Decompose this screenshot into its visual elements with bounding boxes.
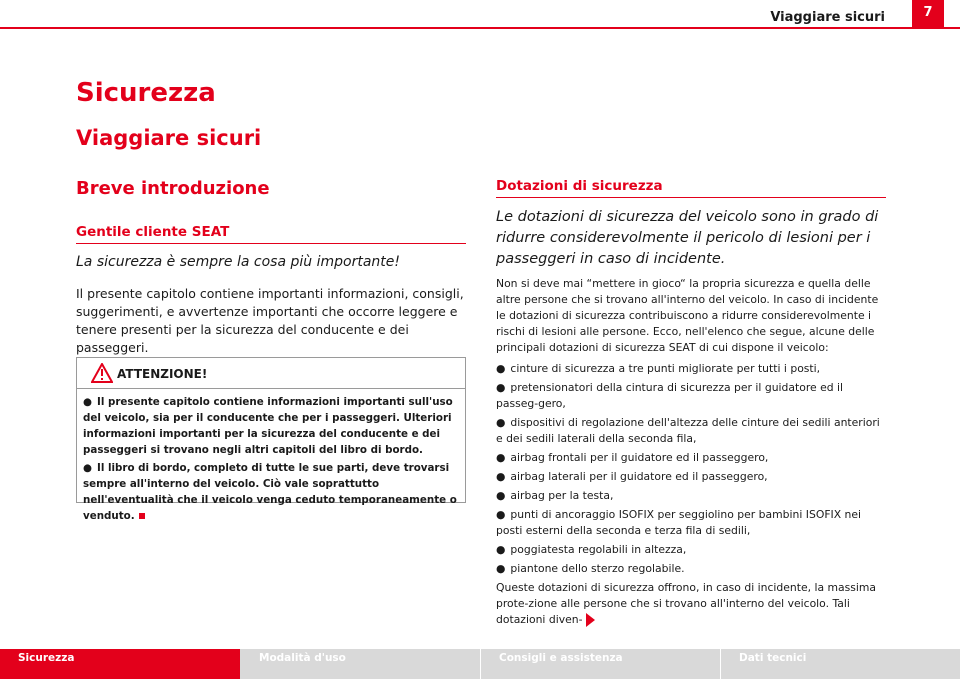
list-item: ● airbag frontali per il guidatore ed il passeggero,	[496, 451, 769, 464]
bullet-icon: ●	[496, 362, 506, 375]
bullet-icon: ●	[496, 508, 506, 521]
footer-tab-dati-tecnici[interactable]: Dati tecnici	[739, 652, 807, 664]
chapter-title: Sicurezza	[76, 78, 216, 108]
bullet-icon: ●	[83, 462, 92, 474]
list-item: ● dispositivi di regolazione dell'altezza delle cinture dei sedili anteriori e dei sedili laterali della seconda fila,	[496, 416, 880, 445]
bullet-icon: ●	[496, 543, 506, 556]
continue-arrow-icon[interactable]	[586, 613, 595, 627]
right-body	[496, 276, 888, 628]
right-intro-text: Non si deve mai “mettere in gioco“ la propria sicurezza e quella delle altre persone che si trovano all'interno del veicolo. In caso di incidente le dotazioni di sicurezza contribuiscono a ridurre considerevolmente i rischi di lesioni alle persone. Ecco, nell'elenco che segue, alcune delle principali dotazioni di sicurezza SEAT di cui dispone il veicolo:	[496, 277, 879, 354]
page-number: 7	[912, 0, 944, 29]
list-item: ● punti di ancoraggio ISOFIX per seggiolino per bambini ISOFIX nei posti esterni della seconda e terza fila di sedili,	[496, 508, 862, 537]
list-item: ● poggiatesta regolabili in altezza,	[496, 543, 687, 556]
bullet-icon: ●	[83, 396, 92, 408]
header-rule	[0, 27, 960, 29]
bullet-icon: ●	[496, 381, 506, 394]
bullet-icon: ●	[496, 489, 506, 502]
section-title: Viaggiare sicuri	[76, 126, 262, 150]
footer-tab-sicurezza[interactable]: Sicurezza	[0, 649, 240, 679]
safety-equipment-list	[496, 361, 888, 577]
list-item: ● pretensionatori della cintura di sicurezza per il guidatore ed il passeg-gero,	[496, 381, 844, 410]
left-lead-text: La sicurezza è sempre la cosa più importante!	[76, 254, 400, 270]
header-title: Viaggiare sicuri	[770, 10, 885, 25]
subsection-title: Breve introduzione	[76, 178, 270, 199]
warning-title: ATTENZIONE!	[117, 367, 208, 381]
footer-tab-modalita-uso[interactable]: Modalità d'uso	[259, 652, 346, 664]
bullet-icon: ●	[496, 451, 506, 464]
list-item: ● cinture di sicurezza a tre punti migliorate per tutti i posti,	[496, 362, 821, 375]
footer-tab-consigli-assistenza[interactable]: Consigli e assistenza	[499, 652, 623, 664]
list-item: ● airbag per la testa,	[496, 489, 614, 502]
warning-item: ● Il presente capitolo contiene informazioni importanti sull'uso del veicolo, sia per il conducente che per i passeggeri. Ulteriori informazioni importanti per la sicurezza del conducente e dei passeggeri si trovano negli altri capitoli del libro di bordo.	[83, 396, 453, 456]
footer-nav	[0, 649, 960, 679]
right-outro-text: Queste dotazioni di sicurezza offrono, in caso di incidente, la massima prote-zione alle persone che si trovano all'interno del veicolo. Tali dotazioni diven-	[496, 581, 877, 626]
bullet-icon: ●	[496, 416, 506, 429]
warning-item: ● Il libro di bordo, completo di tutte le sue parti, deve trovarsi sempre all'interno del veicolo. Ciò vale soprattutto nell'eventualità che il veicolo venga ceduto temporaneamente o venduto.	[83, 462, 457, 522]
warning-body	[77, 389, 465, 524]
left-section-heading: Gentile cliente SEAT	[76, 224, 466, 244]
bullet-icon: ●	[496, 470, 506, 483]
list-item: ● airbag laterali per il guidatore ed il passeggero,	[496, 470, 768, 483]
warning-header	[77, 358, 465, 389]
bullet-icon: ●	[496, 562, 506, 575]
warning-box	[76, 357, 466, 522]
warning-triangle-icon	[91, 363, 113, 383]
right-lead-text: Le dotazioni di sicurezza del veicolo sono in grado di ridurre considerevolmente il pericolo di lesioni per i passeggeri in caso di incidente.	[496, 209, 879, 267]
end-of-section-icon	[139, 513, 145, 519]
right-section-heading: Dotazioni di sicurezza	[496, 178, 886, 198]
list-item: ● piantone dello sterzo regolabile.	[496, 562, 685, 575]
left-body-text: Il presente capitolo contiene importanti informazioni, consigli, suggerimenti, e avvertenze importanti che occorre leggere e tenere presenti per la sicurezza del conducente e dei passeggeri.	[76, 286, 464, 355]
